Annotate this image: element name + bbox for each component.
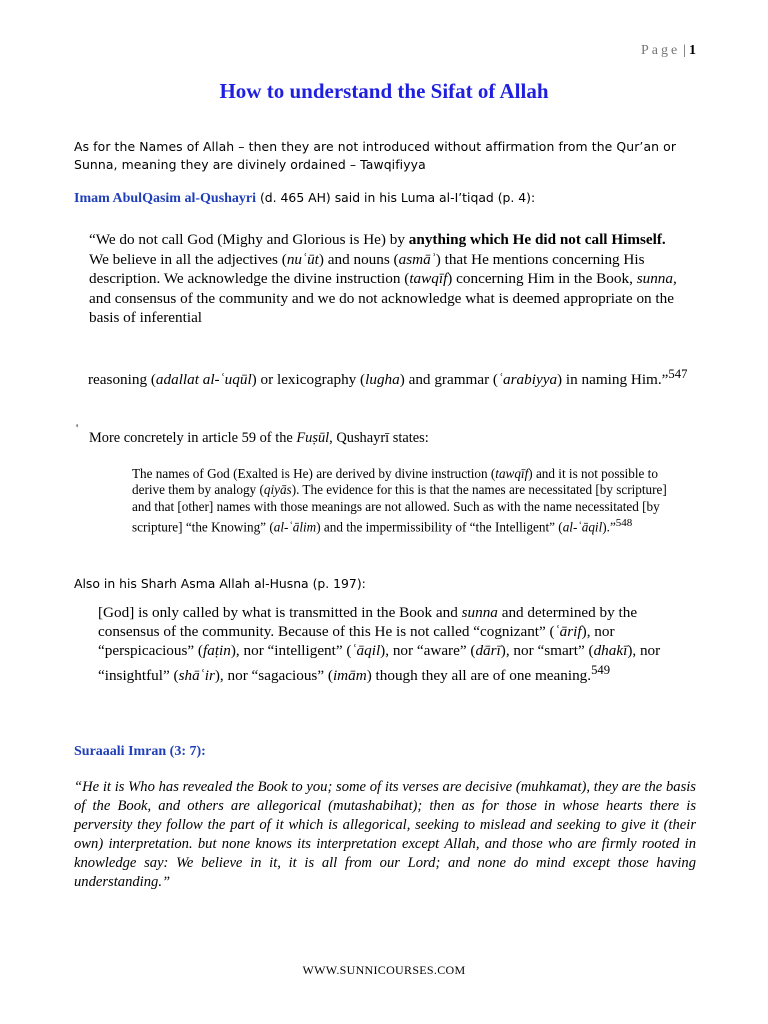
quote-text: ) concerning Him in the Book, (447, 270, 637, 288)
quote-text: ) and nouns ( (318, 250, 399, 268)
transliteration: tawqīf (409, 270, 448, 288)
quote-text: ).” (602, 519, 616, 535)
quote-text: ) though they all are of one meaning. (366, 666, 592, 684)
transliteration: adallat al-ʿuqūl (155, 371, 252, 389)
quote-text: ), nor “intelligent” ( (230, 642, 352, 660)
page-number (641, 43, 696, 59)
sura-heading: Suraaali Imran (3: 7): (74, 744, 206, 759)
quote-text: ). The evidence for this is that the names are necessitated [by scripture] and that [other] names with those meanings are not allowed. Such as with the name necessitated [by scripture] “the Knowing” ( (132, 482, 667, 535)
quote-text: ) and it is not possible to derive them by analogy ( (132, 466, 658, 498)
imam-citation (74, 190, 714, 207)
footnote-ref: 548 (615, 517, 633, 530)
quote-text: ), nor “smart” ( (500, 642, 594, 660)
quote-text: , and consensus of the community and we do not acknowledge what is deemed appropriate on the basis of inferential (89, 270, 677, 327)
transliteration: sunna (461, 604, 498, 621)
quote-fusul (132, 466, 672, 536)
transliteration: tawqīf (495, 466, 529, 481)
quote-text: [God] is only called by what is transmitted in the Book and (98, 604, 462, 621)
quote-luma (89, 230, 689, 328)
quote-text: ) and the impermissibility of “the Intelligent” ( (316, 519, 563, 535)
transliteration: dhakī (593, 642, 628, 660)
transliteration: al-ʿāqil (562, 519, 603, 535)
transliteration: faṭin (203, 642, 231, 660)
sharh-intro: Also in his Sharh Asma Allah al-Husna (p. 197): (74, 576, 366, 591)
quote-text: ) in naming Him.” (557, 371, 669, 389)
book-title: Fuṣūl (296, 430, 330, 446)
quote-text: ), nor “insightful” ( (98, 642, 661, 684)
transliteration: lugha (365, 371, 400, 389)
quote-text: ), nor “sagacious” ( (214, 666, 333, 684)
quote-text: ) that He mentions concerning His description. We acknowledge the divine instruction ( (89, 250, 645, 288)
transliteration: ʿarabiyya (498, 371, 558, 389)
body-text: More concretely in article 59 of the (89, 430, 297, 446)
body-text: , Qushayrī states: (329, 430, 429, 446)
footer-website: WWW.SUNNICOURSES.COM (302, 963, 466, 977)
transliteration: dārī (475, 642, 501, 660)
transliteration: shāʿir (178, 666, 215, 684)
quote-text: reasoning ( (88, 371, 156, 389)
imam-source: (d. 465 AH) said in his Luma al-I’tiqad (p. 4): (256, 190, 536, 205)
page-label: Page (640, 43, 681, 58)
quote-luma-continued (88, 365, 688, 390)
quote-text: The names of God (Exalted is He) are derived by divine instruction ( (132, 466, 496, 481)
transliteration: al-ʿālim (273, 519, 317, 535)
page-title: How to understand the Sifat of Allah (219, 79, 549, 103)
footnote-ref: 549 (591, 662, 611, 677)
quote-text-bold: anything which He did not call Himself. (408, 231, 666, 248)
quote-text: ), nor “aware” ( (380, 642, 476, 660)
quote-text: ) or lexicography ( (251, 371, 366, 389)
quote-sharh (98, 603, 688, 685)
stray-mark: ' (76, 421, 79, 435)
transliteration: qiyās (263, 482, 292, 498)
quote-text: ), nor “perspicacious” ( (98, 623, 615, 660)
transliteration: nuʿūt (286, 250, 319, 268)
quote-text: We believe in all the adjectives ( (89, 250, 287, 268)
transliteration: ʿārif (554, 623, 582, 641)
fusul-intro (89, 430, 689, 447)
transliteration: imām (332, 666, 367, 684)
quote-text: and determined by the consensus of the community. Because of this He is not called “cognizant” ( (98, 604, 638, 641)
page-separator: | (683, 43, 686, 58)
imam-name: Imam AbulQasim al-Qushayri (74, 191, 257, 206)
quote-text: ) and grammar ( (399, 371, 498, 389)
transliteration: ʿāqil (351, 642, 381, 660)
intro-paragraph: As for the Names of Allah – then they are not introduced without affirmation from the Qur’an or Sunna, meaning they are divinely ordained – Tawqifiyya (74, 139, 677, 172)
page-number-value: 1 (689, 43, 696, 58)
verse-quote: “He it is Who has revealed the Book to you; some of its verses are decisive (muhkamat), they are the basis of the Book, and others are allegorical (mutashabihat); then as for those in whose hearts there is perversity they follow the part of it which is allegorical, seeking to mislead and seeking to give it (their own) interpretation. but none knows its interpretation except Allah, and those who are firmly rooted in knowledge say: We believe in it, it is all from our Lord; and none do mind except those having understanding.” (74, 779, 696, 891)
transliteration: asmāʾ (398, 250, 436, 268)
transliteration: sunna (636, 270, 673, 288)
quote-text: “We do not call God (Mighy and Glorious is He) by (89, 231, 409, 248)
footnote-ref: 547 (668, 367, 688, 381)
